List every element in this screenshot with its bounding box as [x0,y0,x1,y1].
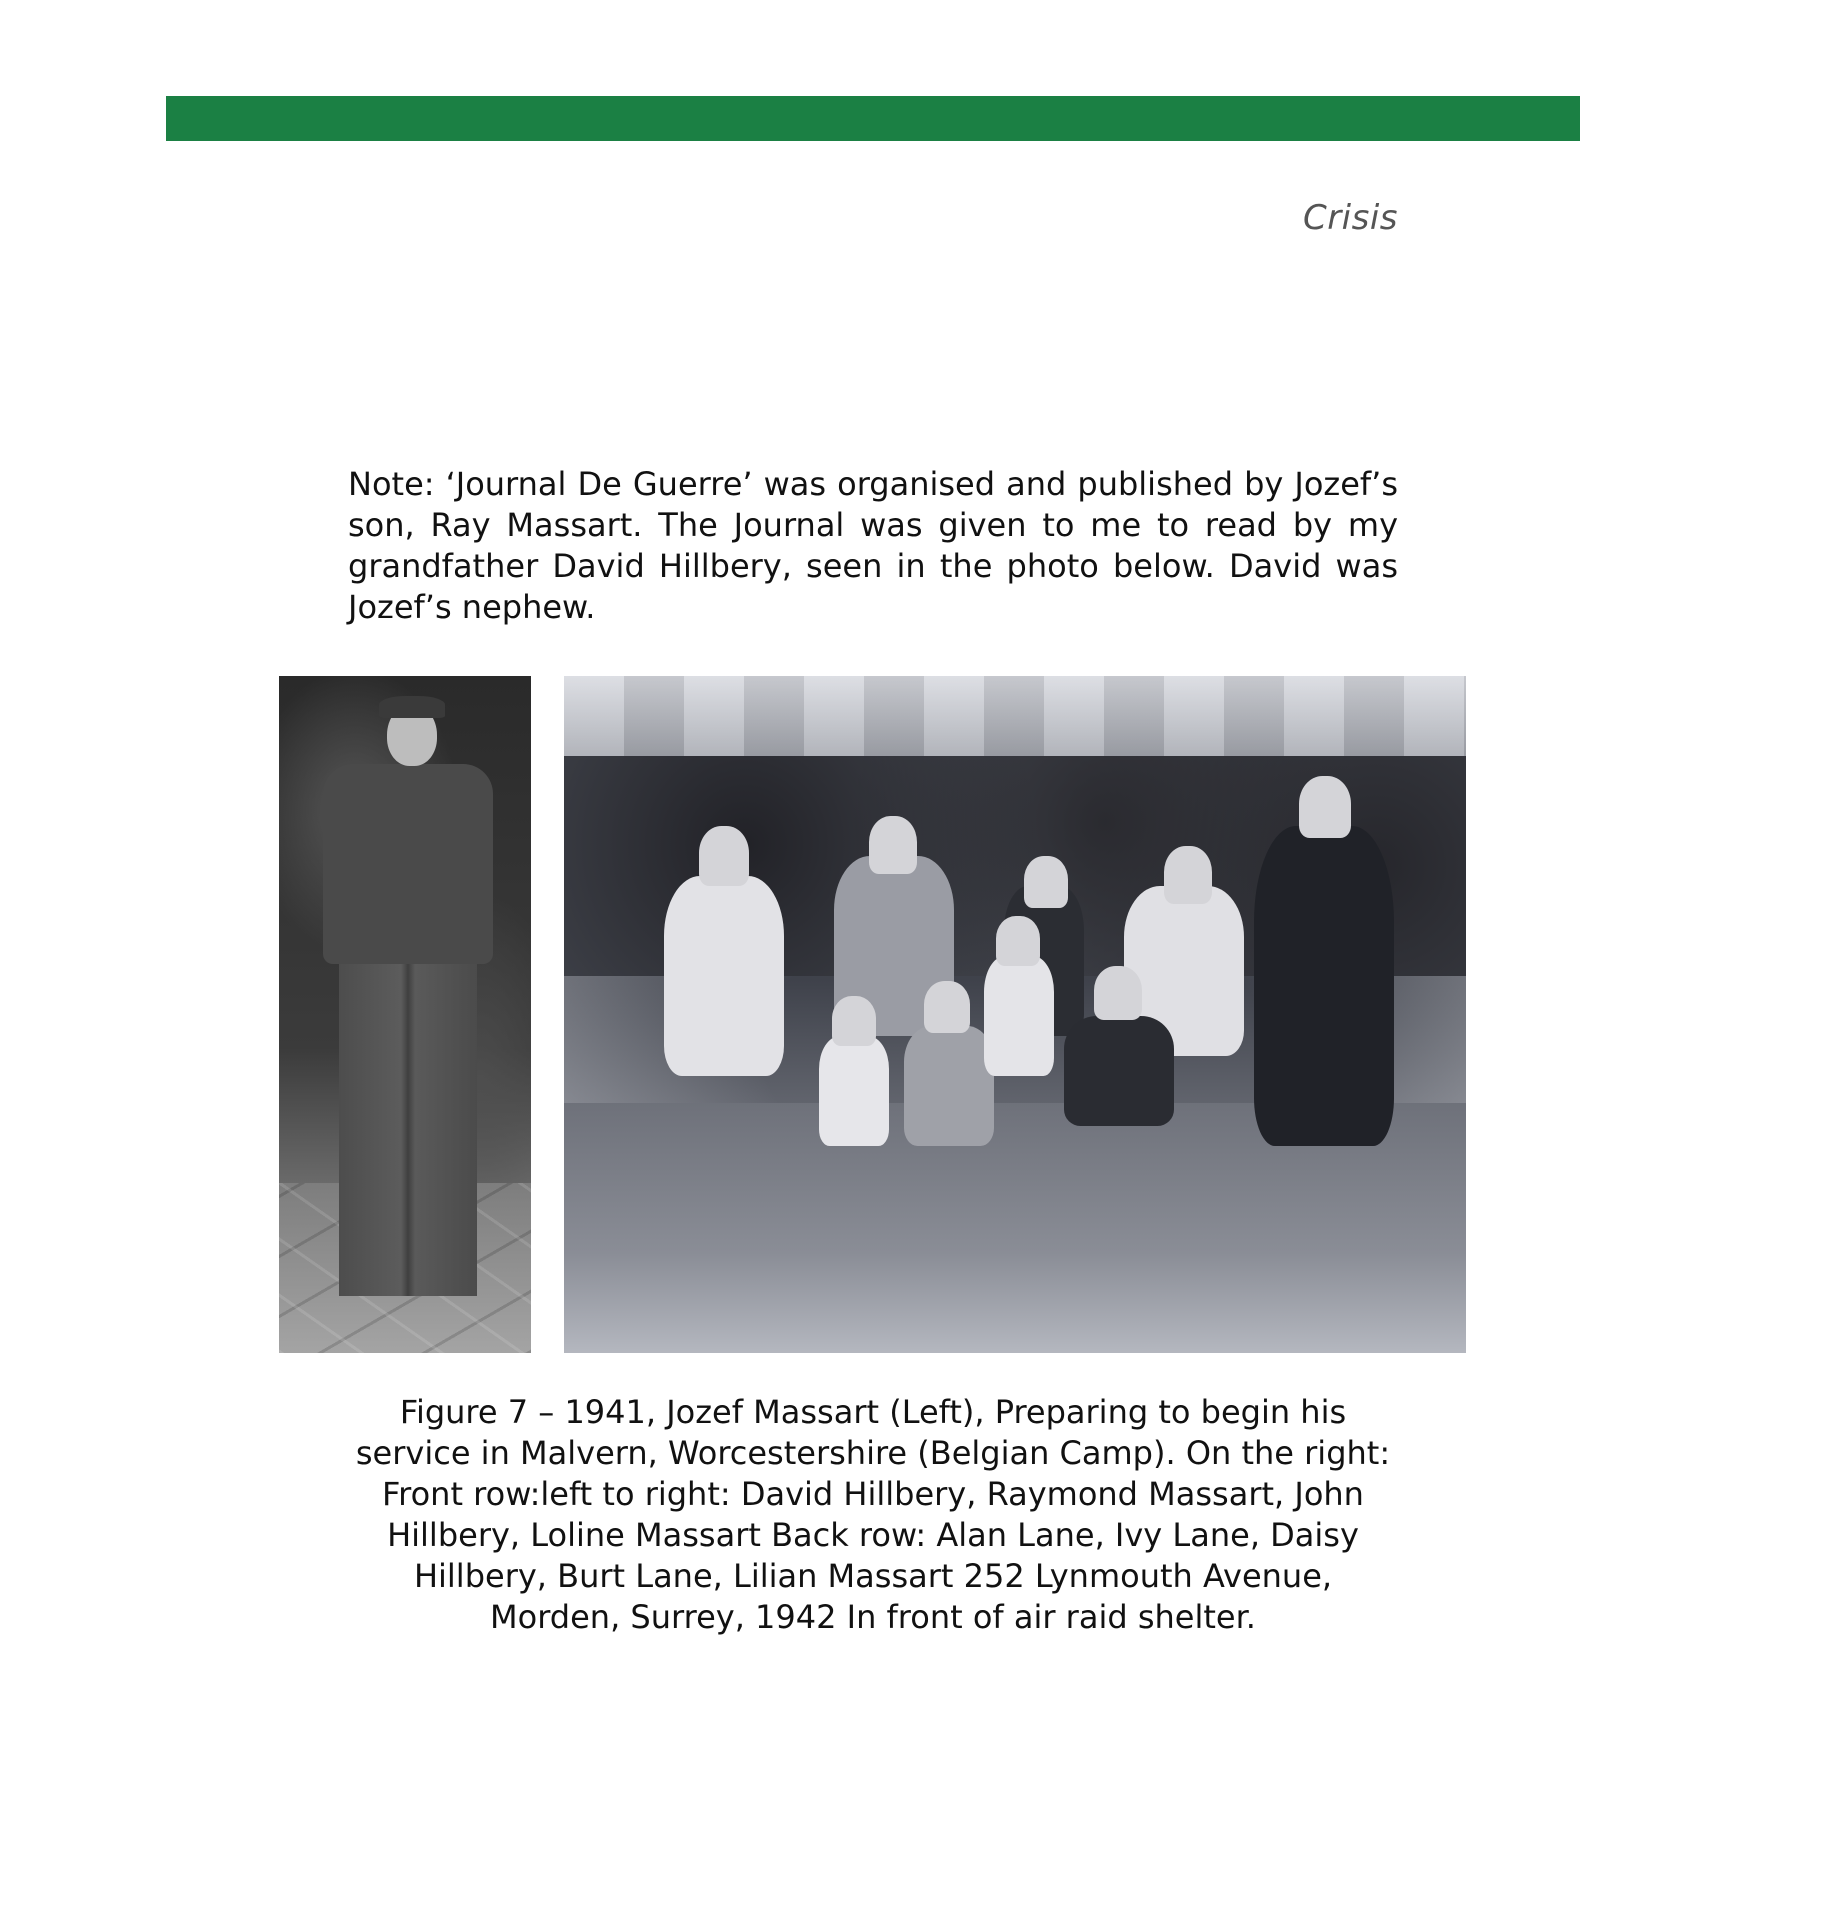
face [1094,966,1142,1020]
face [869,816,917,874]
face [699,826,749,886]
running-head: Crisis [1302,198,1398,238]
background-houses [564,676,1466,766]
child-figure [819,1036,889,1146]
soldier-trousers [339,956,477,1296]
family-photo [564,676,1466,1353]
face [1024,856,1068,908]
figure-caption: Figure 7 – 1941, Jozef Massart (Left), Preparing to begin his service in Malvern, Worcestershire (Belgian Camp). On the right: Front row:left to right: David Hillbery, Raymond Massart, John Hillbery, Loline Massart Back row: Alan Lane, Ivy Lane, Daisy Hillbery, Burt Lane, Lilian Massart 252 Lynmouth Avenue, Morden, Surrey, 1942 In front of air raid shelter. [355,1393,1391,1636]
soldier-cap [379,696,445,718]
child-figure [904,1026,994,1146]
header-accent-bar [166,96,1580,141]
adult-figure [664,876,784,1076]
child-figure [984,956,1054,1076]
child-figure [1064,1016,1174,1126]
face [832,996,876,1046]
adult-figure [1254,826,1394,1146]
face [1299,776,1351,838]
note-paragraph: Note: ‘Journal De Guerre’ was organised and published by Jozef’s son, Ray Massart. The Journal was given to me to read by my grandfather David Hillbery, seen in the photo below. David was Jozef’s nephew. [348,465,1398,626]
soldier-photo [279,676,531,1353]
soldier-tunic [323,764,493,964]
face [996,916,1040,966]
face [1164,846,1212,904]
face [924,981,970,1033]
